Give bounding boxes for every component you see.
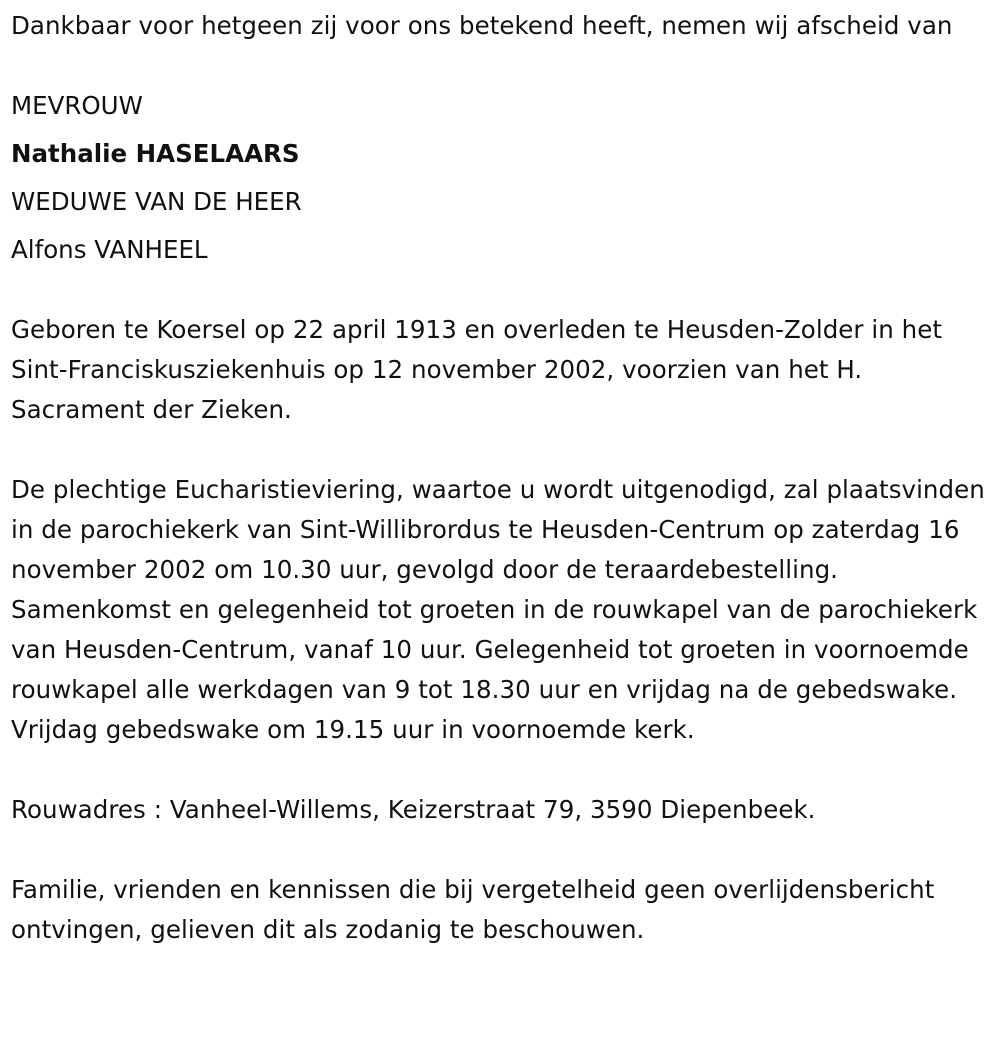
- spacer: [11, 750, 990, 790]
- closing-text: Familie, vrienden en kennissen die bij vergetelheid geen overlijdensbericht ontvingen, gelieven dit als zodanig te beschouwen.: [11, 875, 935, 944]
- deceased-block: [11, 82, 990, 274]
- title-line: MEVROUW: [11, 91, 143, 120]
- birth-death-text: Geboren te Koersel op 22 april 1913 en overleden te Heusden-Zolder in het Sint-Franciskusziekenhuis op 12 november 2002, voorzien van het H. Sacrament der Zieken.: [11, 315, 943, 424]
- spacer: [11, 46, 990, 86]
- spacer: [11, 830, 990, 870]
- intro-text: Dankbaar voor hetgeen zij voor ons betekend heeft, nemen wij afscheid van: [11, 11, 953, 40]
- spacer: [11, 430, 990, 470]
- spouse-name: Alfons VANHEEL: [11, 235, 208, 264]
- address-text: Rouwadres : Vanheel-Willems, Keizerstraat 79, 3590 Diepenbeek.: [11, 795, 816, 824]
- deceased-name: Nathalie HASELAARS: [11, 139, 300, 168]
- spacer: [11, 270, 990, 310]
- relation-line: WEDUWE VAN DE HEER: [11, 187, 302, 216]
- ceremony-text: De plechtige Eucharistieviering, waartoe u wordt uitgenodigd, zal plaatsvinden in de parochiekerk van Sint-Willibrordus te Heusden-Centrum op zaterdag 16 november 2002 om 10.30 uur, gevolgd door de teraardebestelling. Samenkomst en gelegenheid tot groeten in de rouwkapel van de parochiekerk van Heusden-Centrum, vanaf 10 uur. Gelegenheid tot groeten in voornoemde rouwkapel alle werkdagen van 9 tot 18.30 uur en vrijdag na de gebedswake. Vrijdag gebedswake om 19.15 uur in voornoemde kerk.: [11, 475, 985, 744]
